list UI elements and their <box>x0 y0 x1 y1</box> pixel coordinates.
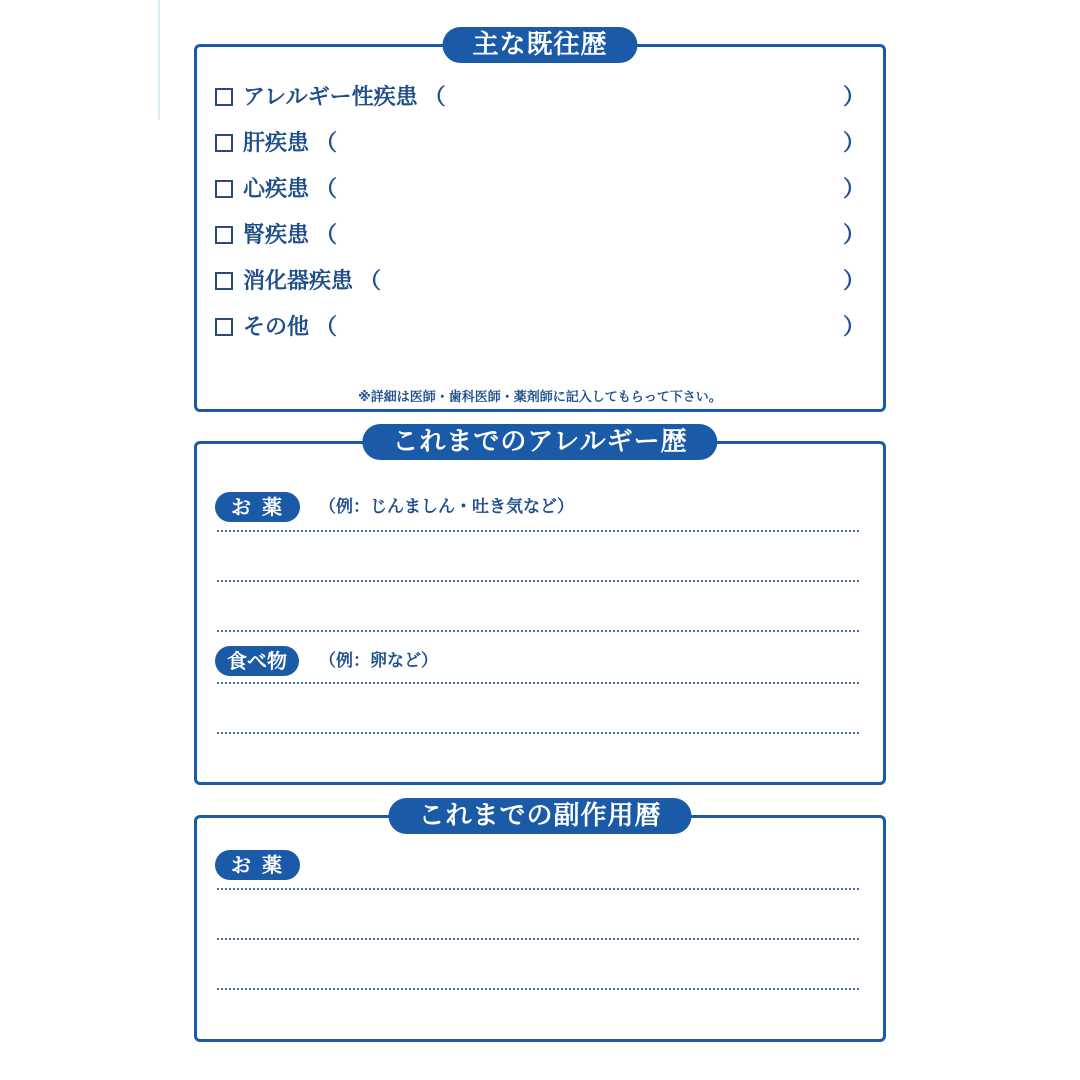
side-effect-medicine-label-pill: お 薬 <box>215 850 300 880</box>
medical-history-panel <box>194 30 886 412</box>
medicine-allergy-write-line[interactable] <box>217 580 859 582</box>
close-paren: ） <box>842 269 865 294</box>
history-item-kidney[interactable] <box>215 221 865 251</box>
history-item-label: その他 <box>243 315 310 340</box>
history-item-label: 腎疾患 <box>243 223 310 248</box>
medicine-allergy-write-line[interactable] <box>217 530 859 532</box>
food-allergy-write-line[interactable] <box>217 682 859 684</box>
history-item-allergy[interactable] <box>215 83 865 113</box>
checkbox[interactable] <box>215 134 233 152</box>
food-label-pill: 食べ物 <box>215 646 299 676</box>
page-edge-line <box>158 0 160 120</box>
open-paren: （ <box>315 223 338 248</box>
open-paren: （ <box>315 177 338 202</box>
side-effect-history-title: これまでの副作用暦 <box>388 798 691 834</box>
close-paren: ） <box>842 177 865 202</box>
medicine-label-pill: お 薬 <box>215 492 300 522</box>
details-note: ※詳細は医師・歯科医師・薬剤師に記入してもらって下さい。 <box>358 390 722 405</box>
allergy-history-title: これまでのアレルギー歴 <box>362 424 717 460</box>
history-item-other[interactable] <box>215 313 865 343</box>
side-effect-write-line[interactable] <box>217 988 859 990</box>
open-paren: （ <box>315 131 338 156</box>
medical-history-title: 主な既往歴 <box>442 27 637 63</box>
history-item-heart[interactable] <box>215 175 865 205</box>
side-effect-history-panel <box>194 801 886 1042</box>
open-paren: （ <box>359 269 382 294</box>
medicine-allergy-write-line[interactable] <box>217 630 859 632</box>
history-item-label: 消化器疾患 <box>243 269 354 294</box>
history-item-label: アレルギー性疾患 <box>243 85 418 110</box>
checkbox[interactable] <box>215 180 233 198</box>
open-paren: （ <box>315 315 338 340</box>
open-paren: （ <box>423 85 446 110</box>
close-paren: ） <box>842 223 865 248</box>
checkbox[interactable] <box>215 272 233 290</box>
allergy-history-panel <box>194 427 886 785</box>
checkbox[interactable] <box>215 88 233 106</box>
checkbox[interactable] <box>215 226 233 244</box>
side-effect-write-line[interactable] <box>217 888 859 890</box>
history-item-digestive[interactable] <box>215 267 865 297</box>
food-allergy-write-line[interactable] <box>217 732 859 734</box>
side-effect-write-line[interactable] <box>217 938 859 940</box>
history-item-liver[interactable] <box>215 129 865 159</box>
checkbox[interactable] <box>215 318 233 336</box>
food-example-hint: （例：卵など） <box>319 651 438 671</box>
close-paren: ） <box>842 131 865 156</box>
close-paren: ） <box>842 315 865 340</box>
history-item-label: 肝疾患 <box>243 131 310 156</box>
close-paren: ） <box>842 85 865 110</box>
medicine-example-hint: （例：じんましん・吐き気など） <box>319 497 574 517</box>
history-item-label: 心疾患 <box>243 177 310 202</box>
